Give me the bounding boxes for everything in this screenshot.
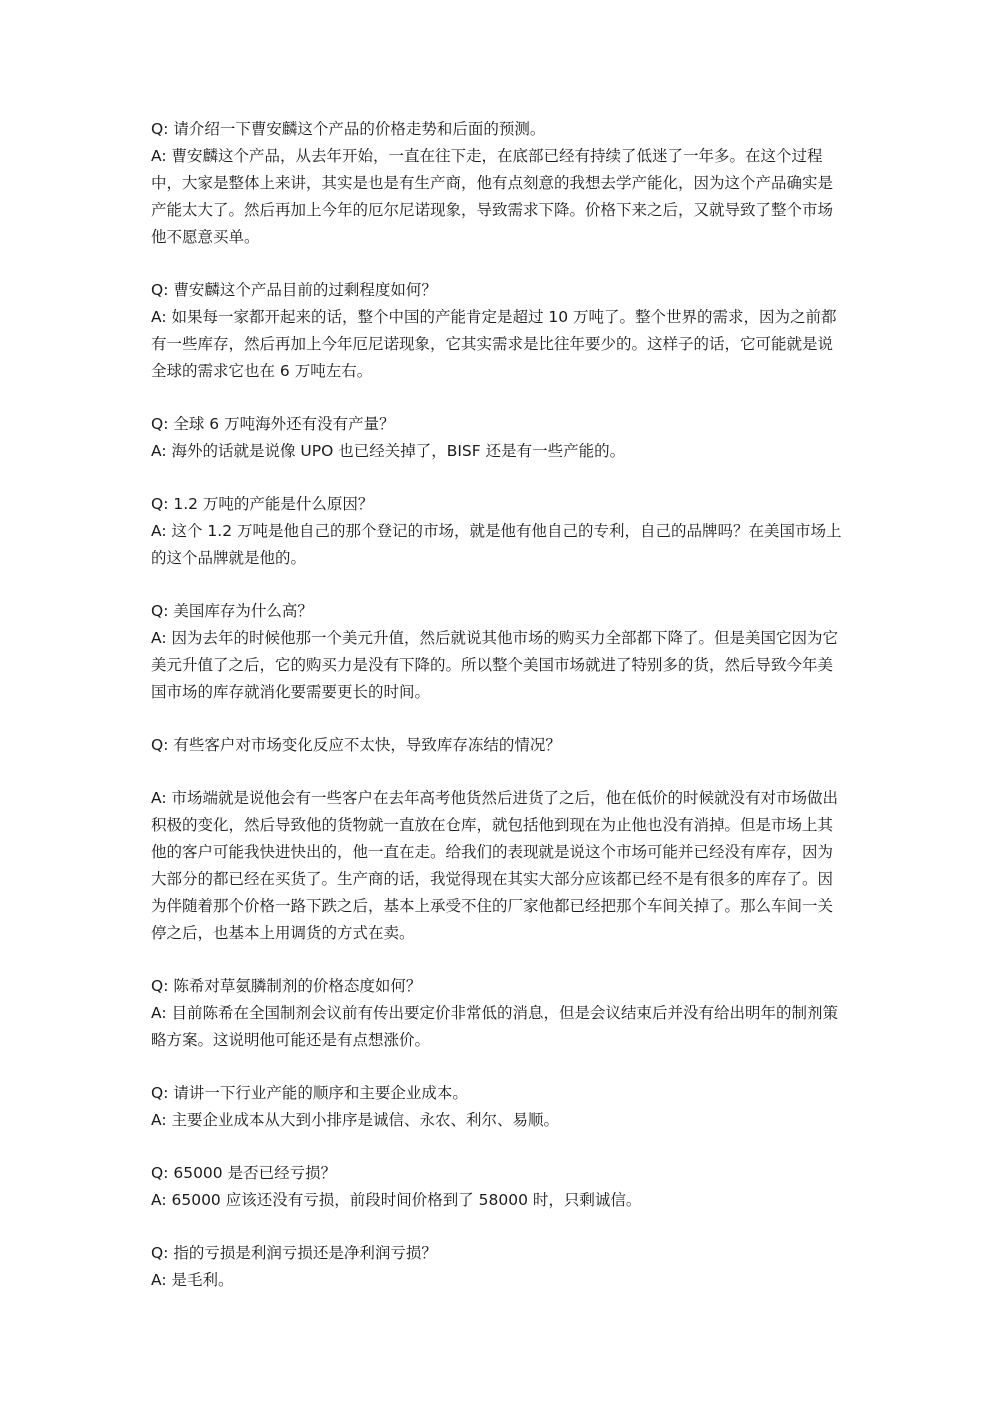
answer-text: A: 是毛利。 [151, 1271, 234, 1289]
answer-text: A: 65000 应该还没有亏损，前段时间价格到了 58000 时，只剩诚信。 [151, 1191, 642, 1209]
qa-content [151, 116, 845, 1294]
qa-item [151, 732, 845, 947]
paragraph-gap [151, 947, 845, 973]
qa-item [151, 116, 845, 251]
question-text: Q: 请讲一下行业产能的顺序和主要企业成本。 [151, 1084, 468, 1102]
answer-text: A: 目前陈希在全国制剂会议前有传出要定价非常低的消息，但是会议结束后并没有给出明年的制剂策略方案。这说明他可能还是有点想涨价。 [151, 1004, 838, 1049]
question-text: Q: 有些客户对市场变化反应不太快，导致库存冻结的情况？ [151, 736, 561, 754]
question-text: Q: 全球 6 万吨海外还有没有产量？ [151, 415, 395, 433]
paragraph-gap [151, 759, 845, 785]
paragraph-gap [151, 385, 845, 411]
question-text: Q: 指的亏损是利润亏损还是净利润亏损？ [151, 1244, 437, 1262]
question-text: Q: 曹安麟这个产品目前的过剩程度如何？ [151, 281, 437, 299]
qa-item [151, 411, 845, 465]
question-text: Q: 请介绍一下曹安麟这个产品的价格走势和后面的预测。 [151, 120, 546, 138]
qa-item [151, 1160, 845, 1214]
qa-item [151, 491, 845, 572]
qa-item [151, 1240, 845, 1294]
qa-item [151, 598, 845, 706]
paragraph-gap [151, 251, 845, 277]
answer-text: A: 市场端就是说他会有一些客户在去年高考他货然后进货了之后，他在低价的时候就没有对市场做出积极的变化，然后导致他的货物就一直放在仓库，就包括他到现在为止他也没有消掉。但是市场上其他的客户可能我快进快出的，他一直在走。给我们的表现就是说这个市场可能并已经没有库存，因为大部分的都已经在买货了。生产商的话，我觉得现在其实大部分应该都已经不是有很多的库存了。因为伴随着那个价格一路下跌之后，基本上承受不住的厂家他都已经把那个车间关掉了。那么车间一关停之后，也基本上用调货的方式在卖。 [151, 789, 838, 942]
answer-text: A: 主要企业成本从大到小排序是诚信、永农、利尔、易顺。 [151, 1111, 559, 1129]
question-text: Q: 陈希对草氨膦制剂的价格态度如何？ [151, 977, 422, 995]
answer-text: A: 海外的话就是说像 UPO 也已经关掉了，BISF 还是有一些产能的。 [151, 442, 626, 460]
paragraph-gap [151, 1054, 845, 1080]
answer-text: A: 因为去年的时候他那一个美元升值，然后就说其他市场的购买力全部都下降了。但是美国它因为它美元升值了之后，它的购买力是没有下降的。所以整个美国市场就进了特别多的货，然后导致今年美国市场的库存就消化要需要更长的时间。 [151, 629, 838, 701]
qa-item [151, 1080, 845, 1134]
answer-text: A: 如果每一家都开起来的话，整个中国的产能肯定是超过 10 万吨了。整个世界的需求，因为之前都有一些库存，然后再加上今年厄尼诺现象，它其实需求是比往年要少的。这样子的话，它可能就是说全球的需求它也在 6 万吨左右。 [151, 308, 837, 380]
qa-item [151, 277, 845, 385]
question-text: Q: 1.2 万吨的产能是什么原因？ [151, 495, 374, 513]
paragraph-gap [151, 572, 845, 598]
answer-text: A: 曹安麟这个产品，从去年开始，一直在往下走，在底部已经有持续了低迷了一年多。在这个过程中，大家是整体上来讲，其实是也是有生产商，他有点刻意的我想去学产能化，因为这个产品确实是产能太大了。然后再加上今年的厄尔尼诺现象，导致需求下降。价格下来之后，又就导致了整个市场他不愿意买单。 [151, 147, 834, 246]
paragraph-gap [151, 1214, 845, 1240]
paragraph-gap [151, 465, 845, 491]
question-text: Q: 美国库存为什么高？ [151, 602, 313, 620]
paragraph-gap [151, 1134, 845, 1160]
paragraph-gap [151, 706, 845, 732]
question-text: Q: 65000 是否已经亏损？ [151, 1164, 337, 1182]
qa-item [151, 973, 845, 1054]
answer-text: A: 这个 1.2 万吨是他自己的那个登记的市场，就是他有他自己的专利，自己的品牌吗？在美国市场上的这个品牌就是他的。 [151, 522, 842, 567]
